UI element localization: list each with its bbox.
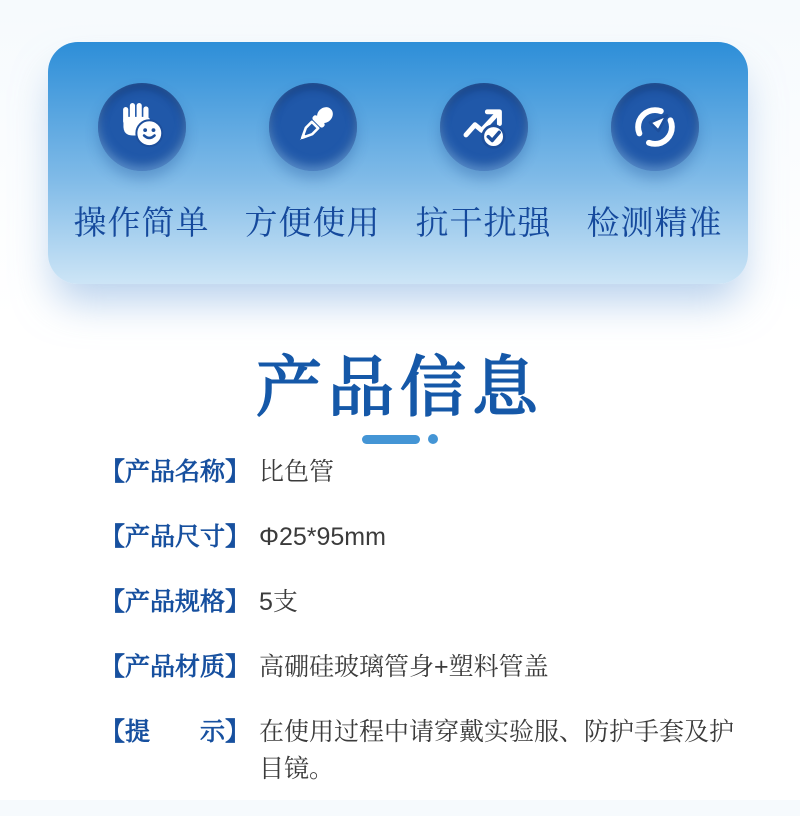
title-underline <box>0 434 800 444</box>
detail-label: 【产品尺寸】 <box>100 523 251 551</box>
product-details <box>100 454 745 816</box>
underline-dot <box>428 434 438 444</box>
detail-value: 高硼硅玻璃管身+塑料管盖 <box>259 653 549 681</box>
detail-value: 在使用过程中请穿戴实验服、防护手套及护目镜。 <box>259 718 735 783</box>
detail-row-material <box>100 649 745 686</box>
detail-label: 【提 示】 <box>100 718 251 746</box>
detail-row-spec <box>100 584 745 621</box>
dropper-icon <box>286 100 340 154</box>
detail-row-notice <box>100 714 745 788</box>
detail-row-name <box>100 454 745 491</box>
feature-label: 抗干扰强 <box>415 203 552 241</box>
feature-circle <box>98 83 186 171</box>
detail-label: 【产品材质】 <box>100 653 251 681</box>
detail-label: 【产品名称】 <box>100 458 251 486</box>
hand-smiley-icon <box>115 100 169 154</box>
feature-banner <box>48 42 748 284</box>
feature-circle <box>269 83 357 171</box>
page-title: 产品信息 <box>256 350 544 424</box>
feature-label: 检测精准 <box>586 203 723 241</box>
feature-anti-interference <box>398 83 569 244</box>
underline-bar <box>362 435 420 444</box>
feature-accurate-detection <box>569 83 740 244</box>
feature-easy-operation <box>56 83 227 244</box>
detail-value: Φ25*95mm <box>259 523 386 551</box>
detail-row-size <box>100 519 745 556</box>
feature-circle <box>440 83 528 171</box>
feature-convenient-use <box>227 83 398 244</box>
feature-circle <box>611 83 699 171</box>
feature-label: 方便使用 <box>244 203 381 241</box>
detail-label: 【产品规格】 <box>100 588 251 616</box>
feature-label: 操作简单 <box>73 203 210 241</box>
trend-check-icon <box>457 100 511 154</box>
detail-value: 5支 <box>259 588 298 616</box>
gauge-icon <box>628 100 682 154</box>
features-row <box>48 83 748 244</box>
detail-value: 比色管 <box>259 458 335 486</box>
